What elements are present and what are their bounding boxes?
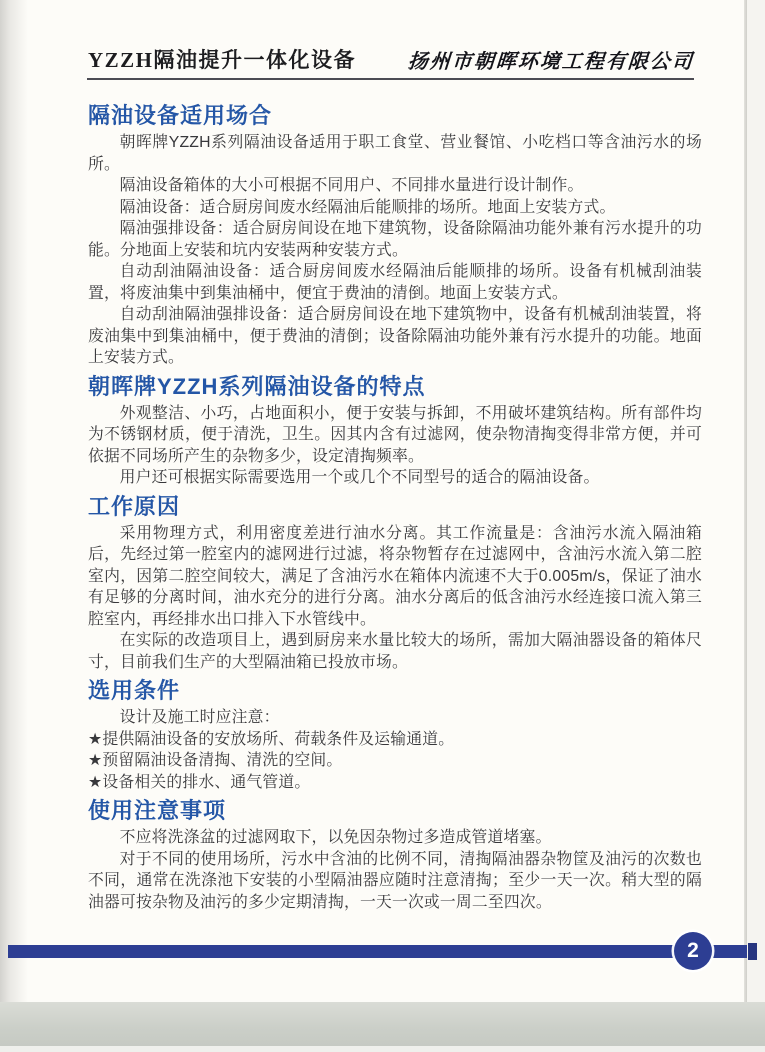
company-name: 扬州市朝晖环境工程有限公司 xyxy=(407,49,695,73)
paragraph: 隔油设备：适合厨房间废水经隔油后能顺排的场所。地面上安装方式。 xyxy=(119,198,616,216)
paragraph: 隔油设备箱体的大小可根据不同用户、不同排水量进行设计制作。 xyxy=(119,177,584,194)
bullet-item: ★预留隔油设备清掏、清洗的空间。 xyxy=(88,752,343,769)
section-heading: 隔油设备适用场合 xyxy=(88,103,273,128)
bullet-item: ★提供隔油设备的安放场所、荷载条件及运输通道。 xyxy=(88,730,455,748)
section-heading: 工作原因 xyxy=(88,493,181,519)
header-divider-rule xyxy=(87,78,694,80)
content-section xyxy=(88,103,702,369)
content-section xyxy=(88,678,702,793)
paragraph: 采用物理方式，利用密度差进行油水分离。其工作流量是：含油污水流入隔油箱后，先经过第一腔室内的滤网进行过滤，将杂物暂存在过滤网中，含油污水流入第二腔室内，因第二腔空间较大，满足了含油污水在箱体内流速不大于0.005m/s，保证了油水有足够的分离时间，油水充分的进行分离。油水分离后的低含油污水经连接口流入第三腔室内，再经排水出口排入下水管线中。 xyxy=(88,524,702,628)
document-title: YZZH隔油提升一体化设备 xyxy=(88,48,357,72)
bullet-item: ★设备相关的排水、通气管道。 xyxy=(88,773,311,791)
paragraph: 自动刮油隔油强排设备：适合厨房间设在地下建筑物中，设备有机械刮油装置，将废油集中到集油桶中，便于费油的清倒；设备除隔油功能外兼有污水提升的功能。地面上安装方式。 xyxy=(88,306,702,366)
content-section xyxy=(88,374,702,489)
page-header xyxy=(88,38,694,74)
scan-bottom-band xyxy=(0,1002,765,1046)
paragraph: 外观整洁、小巧，占地面积小，便于安装与拆卸，不用破坏建筑结构。所有部件均为不锈钢材质，便于清洗，卫生。因其内含有过滤网，使杂物清掏变得非常方便，并可依据不同场所产生的杂物多少，设定清掏频率。 xyxy=(88,404,702,465)
document-body xyxy=(88,98,702,913)
section-heading: 使用注意事项 xyxy=(88,798,227,823)
content-section xyxy=(88,494,702,674)
scan-left-edge-shadow xyxy=(0,0,28,1052)
paragraph: 朝晖牌YZZH系列隔油设备适用于职工食堂、营业餐馆、小吃档口等含油污水的场所。 xyxy=(88,134,702,173)
footer-bar xyxy=(8,945,747,958)
scan-right-margin xyxy=(747,0,765,1010)
scan-bottom-lip xyxy=(0,1046,765,1052)
section-heading: 朝晖牌YZZH系列隔油设备的特点 xyxy=(88,373,426,399)
paragraph: 不应将洗涤盆的过滤网取下，以免因杂物过多造成管道堵塞。 xyxy=(119,829,552,846)
footer-bar-edge-stub xyxy=(748,943,757,960)
paragraph: 隔油强排设备：适合厨房间设在地下建筑物，设备除隔油功能外兼有污水提升的功能。分地面上安装和坑内安装两种安装方式。 xyxy=(88,220,702,259)
paragraph: 对于不同的使用场所，污水中含油的比例不同，清掏隔油器杂物筐及油污的次数也不同，通常在洗涤池下安装的小型隔油器应随时注意清掏；至少一天一次。稍大型的隔油器可按杂物及油污的多少定期清掏，一天一次或一周二至四次。 xyxy=(88,850,702,911)
paragraph: 在实际的改造项目上，遇到厨房来水量比较大的场所，需加大隔油器设备的箱体尺寸，目前我们生产的大型隔油箱已投放市场。 xyxy=(88,632,702,671)
paragraph: 用户还可根据实际需要选用一个或几个不同型号的适合的隔油设备。 xyxy=(119,469,600,486)
page-number-badge: 2 xyxy=(674,932,712,970)
section-heading: 选用条件 xyxy=(88,678,181,703)
paragraph: 设计及施工时应注意： xyxy=(119,709,280,726)
paragraph: 自动刮油隔油设备：适合厨房间废水经隔油后能顺排的场所。设备有机械刮油装置，将废油集中到集油桶中，便宜于费油的清倒。地面上安装方式。 xyxy=(88,263,702,302)
content-section xyxy=(88,798,702,913)
